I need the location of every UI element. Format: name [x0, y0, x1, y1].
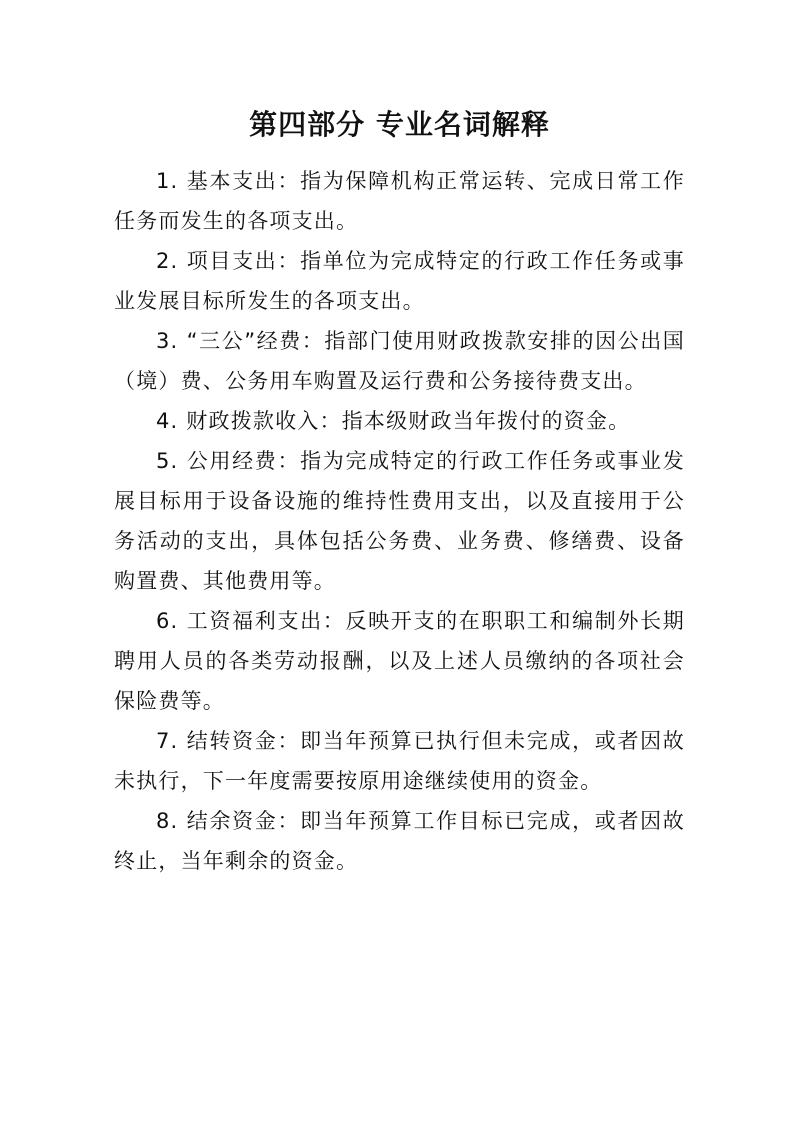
definition-basic-expenditure: 1. 基本支出：指为保障机构正常运转、完成日常工作任务而发生的各项支出。: [114, 169, 685, 233]
definition-public-funds: 5. 公用经费：指为完成特定的行政工作任务或事业发展目标用于设备设施的维持性费用支出，以及直接用于公务活动的支出，具体包括公务费、业务费、修缮费、设备购置费、其他费用等。: [114, 449, 685, 593]
definition-fiscal-appropriation-income: 4. 财政拨款收入：指本级财政当年拨付的资金。: [156, 409, 631, 433]
page-title: 第四部分 专业名词解释: [249, 108, 550, 141]
definition-three-public-expenses: 3. “三公”经费：指部门使用财政拨款安排的因公出国（境）费、公务用车购置及运行费和公务接待费支出。: [114, 329, 685, 393]
definition-wage-welfare-expenditure: 6. 工资福利支出：反映开支的在职职工和编制外长期聘用人员的各类劳动报酬，以及上述人员缴纳的各项社会保险费等。: [114, 609, 685, 713]
definition-carryover-funds: 7. 结转资金：即当年预算已执行但未完成，或者因故未执行，下一年度需要按原用途继续使用的资金。: [114, 729, 685, 793]
definition-project-expenditure: 2. 项目支出：指单位为完成特定的行政工作任务或事业发展目标所发生的各项支出。: [114, 249, 685, 313]
definition-surplus-funds: 8. 结余资金：即当年预算工作目标已完成，或者因故终止，当年剩余的资金。: [114, 809, 685, 873]
